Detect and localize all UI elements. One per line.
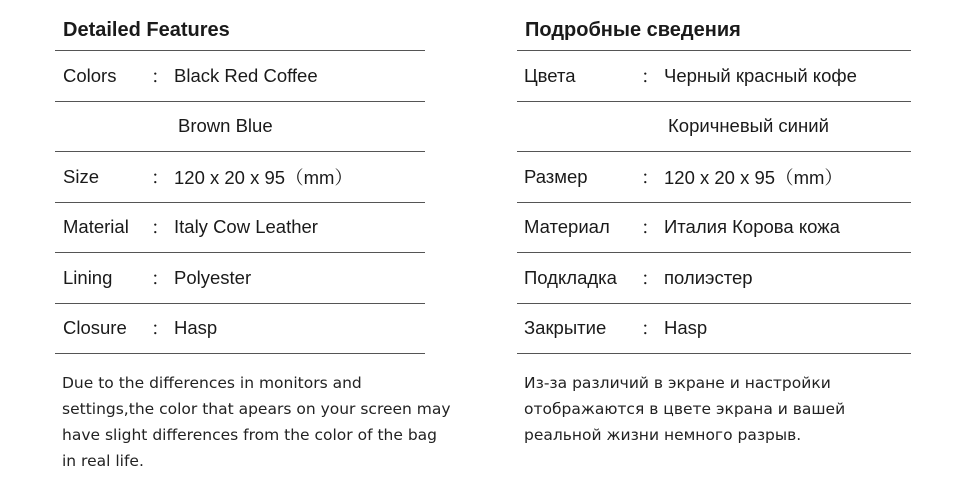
spec-label: Lining bbox=[63, 266, 113, 288]
spec-row-colors bbox=[55, 51, 425, 102]
spec-label: Size bbox=[63, 165, 99, 187]
spec-row-lining bbox=[517, 253, 911, 304]
panel-title: Подробные сведения bbox=[517, 0, 911, 51]
spec-separator: ： bbox=[151, 217, 170, 239]
spec-row-colors bbox=[517, 51, 911, 102]
spec-label: Цвета bbox=[524, 64, 576, 86]
color-disclaimer-note: Из-за различий в экране и настройки отображаются в цвете экрана и вашей реальной жизни немного разрыв. bbox=[524, 374, 846, 444]
spec-separator: ： bbox=[641, 318, 660, 340]
spec-value: Polyester bbox=[174, 266, 252, 288]
panel-title: Detailed Features bbox=[55, 0, 425, 51]
spec-value: Коричневый синий bbox=[668, 115, 829, 137]
spec-label: Размер bbox=[524, 165, 588, 187]
spec-separator: ： bbox=[151, 267, 170, 289]
spec-row-colors-continued bbox=[517, 102, 911, 153]
spec-separator: ： bbox=[641, 217, 660, 239]
spec-value: Brown Blue bbox=[178, 115, 273, 137]
spec-row-material bbox=[517, 203, 911, 254]
spec-label: Material bbox=[63, 216, 129, 238]
spec-row-size bbox=[517, 152, 911, 203]
spec-separator: ： bbox=[641, 166, 660, 188]
spec-value: полиэстер bbox=[664, 266, 753, 288]
spec-label: Closure bbox=[63, 317, 127, 339]
features-panel-english bbox=[55, 0, 425, 354]
spec-row-closure bbox=[517, 304, 911, 355]
spec-row-lining bbox=[55, 253, 425, 304]
spec-row-closure bbox=[55, 304, 425, 355]
spec-row-colors-continued bbox=[55, 102, 425, 153]
spec-label: Закрытие bbox=[524, 317, 607, 339]
spec-separator: ： bbox=[641, 65, 660, 87]
spec-label: Подкладка bbox=[524, 266, 617, 288]
spec-separator: ： bbox=[151, 318, 170, 340]
spec-value: Italy Cow Leather bbox=[174, 216, 318, 238]
spec-separator: ： bbox=[151, 65, 170, 87]
spec-label: Материал bbox=[524, 216, 610, 238]
spec-label: Colors bbox=[63, 64, 117, 86]
spec-value: Италия Корова кожа bbox=[664, 216, 840, 238]
spec-value: Black Red Coffee bbox=[174, 64, 318, 86]
spec-value: Черный красный кофе bbox=[664, 64, 857, 86]
features-panel-russian bbox=[517, 0, 911, 354]
spec-separator: ： bbox=[151, 166, 170, 188]
spec-value: 120 x 20 x 95（mm） bbox=[174, 166, 353, 188]
color-disclaimer-note: Due to the differences in monitors and settings,the color that apears on your screen may have slight differences from the color of the bag in real life. bbox=[62, 374, 451, 470]
spec-separator: ： bbox=[641, 267, 660, 289]
spec-value: Hasp bbox=[174, 317, 218, 339]
spec-value: 120 x 20 x 95（mm） bbox=[664, 166, 843, 188]
spec-row-size bbox=[55, 152, 425, 203]
spec-row-material bbox=[55, 203, 425, 254]
spec-value: Hasp bbox=[664, 317, 708, 339]
